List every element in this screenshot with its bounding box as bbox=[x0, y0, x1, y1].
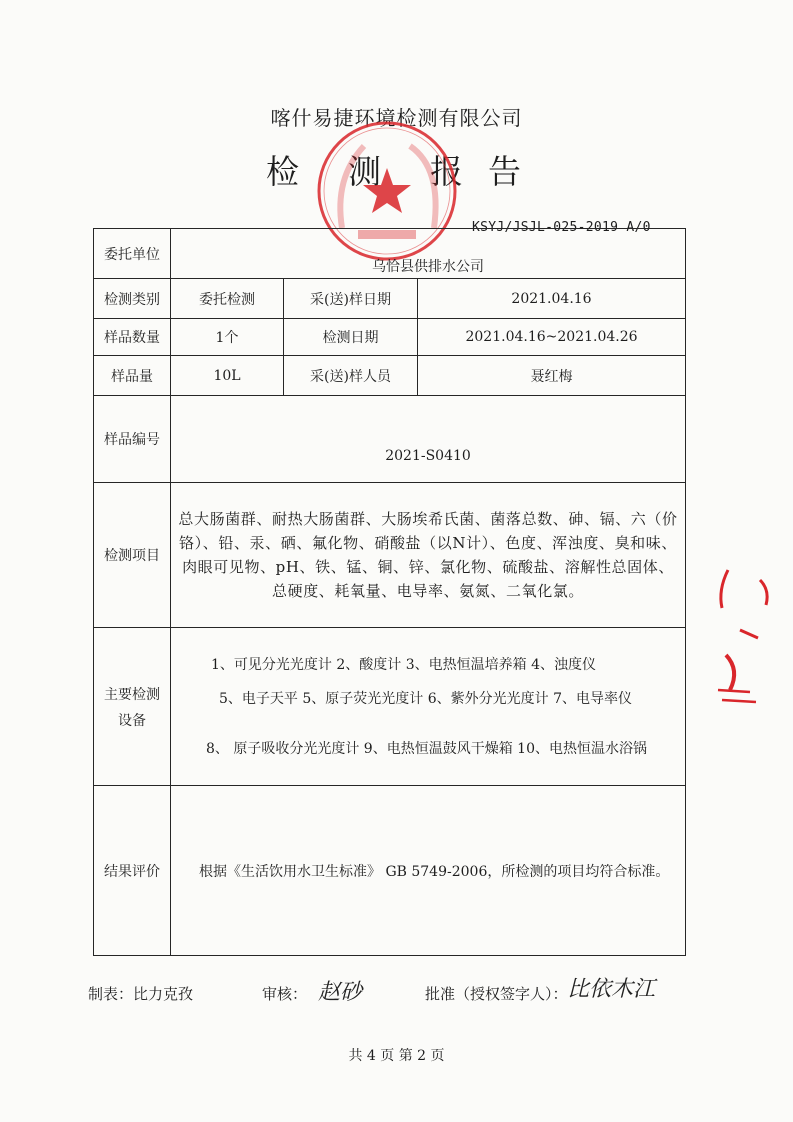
test-items-value: 总大肠菌群、耐热大肠菌群、大肠埃希氏菌、菌落总数、砷、镉、六（价铬）、铅、汞、硒、氟化物、硝酸盐（以N计）、色度、浑浊度、臭和味、肉眼可见物、pH、铁、锰、铜、锌、氯化物、硫酸盐、溶解性总固体、总硬度、耗氧量、电导率、氨氮、二氧化氯。 bbox=[171, 483, 686, 628]
approve-label: 批准（授权签字人）： bbox=[425, 985, 568, 1003]
conclusion-value: 根据《生活饮用水卫生标准》 GB 5749-2006，所检测的项目均符合标准。 bbox=[171, 786, 686, 956]
sample-qty-value: 1个 bbox=[171, 319, 284, 356]
sample-qty-label: 样品数量 bbox=[94, 319, 171, 356]
sample-volume-value: 10L bbox=[171, 356, 284, 396]
title-char-4: 告 bbox=[488, 152, 521, 191]
approve-signature: 比依木江 bbox=[567, 977, 656, 1002]
page-number: 共 4 页 第 2 页 bbox=[348, 1048, 445, 1064]
test-type-value: 委托检测 bbox=[171, 279, 284, 319]
equipment-label bbox=[94, 628, 171, 786]
sample-date-value: 2021.04.16 bbox=[418, 279, 686, 319]
client-label: 委托单位 bbox=[94, 229, 171, 279]
equipment-line-1: 1、可见分光光度计 2、酸度计 3、电热恒温培养箱 4、浊度仪 bbox=[211, 656, 596, 673]
test-date-value: 2021.04.16~2021.04.26 bbox=[418, 319, 686, 356]
sample-number-label: 样品编号 bbox=[94, 396, 171, 483]
test-type-label: 检测类别 bbox=[94, 279, 171, 319]
client-value: 乌恰县供排水公司 bbox=[171, 229, 686, 279]
equipment-list bbox=[171, 628, 686, 786]
title-char-1: 检 bbox=[266, 152, 299, 191]
review-label: 审核： bbox=[262, 985, 308, 1003]
report-table bbox=[93, 228, 686, 956]
sampler-value: 聂红梅 bbox=[418, 356, 686, 396]
conclusion-label: 结果评价 bbox=[94, 786, 171, 956]
review-signature: 赵砂 bbox=[318, 980, 363, 1005]
company-name: 喀什易捷环境检测有限公司 bbox=[270, 106, 523, 130]
sampler-label: 采(送)样人员 bbox=[284, 356, 418, 396]
edge-seal-fragment bbox=[700, 560, 793, 730]
equipment-label-line-1: 主要检测 bbox=[104, 686, 160, 703]
equipment-line-2: 5、电子天平 5、原子荧光光度计 6、紫外分光光度计 7、电导率仪 bbox=[219, 690, 632, 707]
equipment-line-3: 8、 原子吸收分光光度计 9、电热恒温鼓风干燥箱 10、电热恒温水浴锅 bbox=[206, 740, 647, 757]
test-items-label: 检测项目 bbox=[94, 483, 171, 628]
sample-date-label: 采(送)样日期 bbox=[284, 279, 418, 319]
sample-number-value: 2021-S0410 bbox=[171, 396, 686, 483]
document-number: KSYJ/JSJL-025-2019 A/0 bbox=[472, 220, 651, 235]
sample-volume-label: 样品量 bbox=[94, 356, 171, 396]
title-char-2: 测 bbox=[348, 152, 381, 191]
equipment-label-line-2: 设备 bbox=[118, 712, 146, 729]
test-date-label: 检测日期 bbox=[284, 319, 418, 356]
prepared-label: 制表： bbox=[88, 985, 134, 1003]
prepared-by bbox=[88, 983, 193, 1004]
title-char-3: 报 bbox=[430, 152, 463, 191]
prepared-name: 比力克孜 bbox=[133, 985, 194, 1003]
